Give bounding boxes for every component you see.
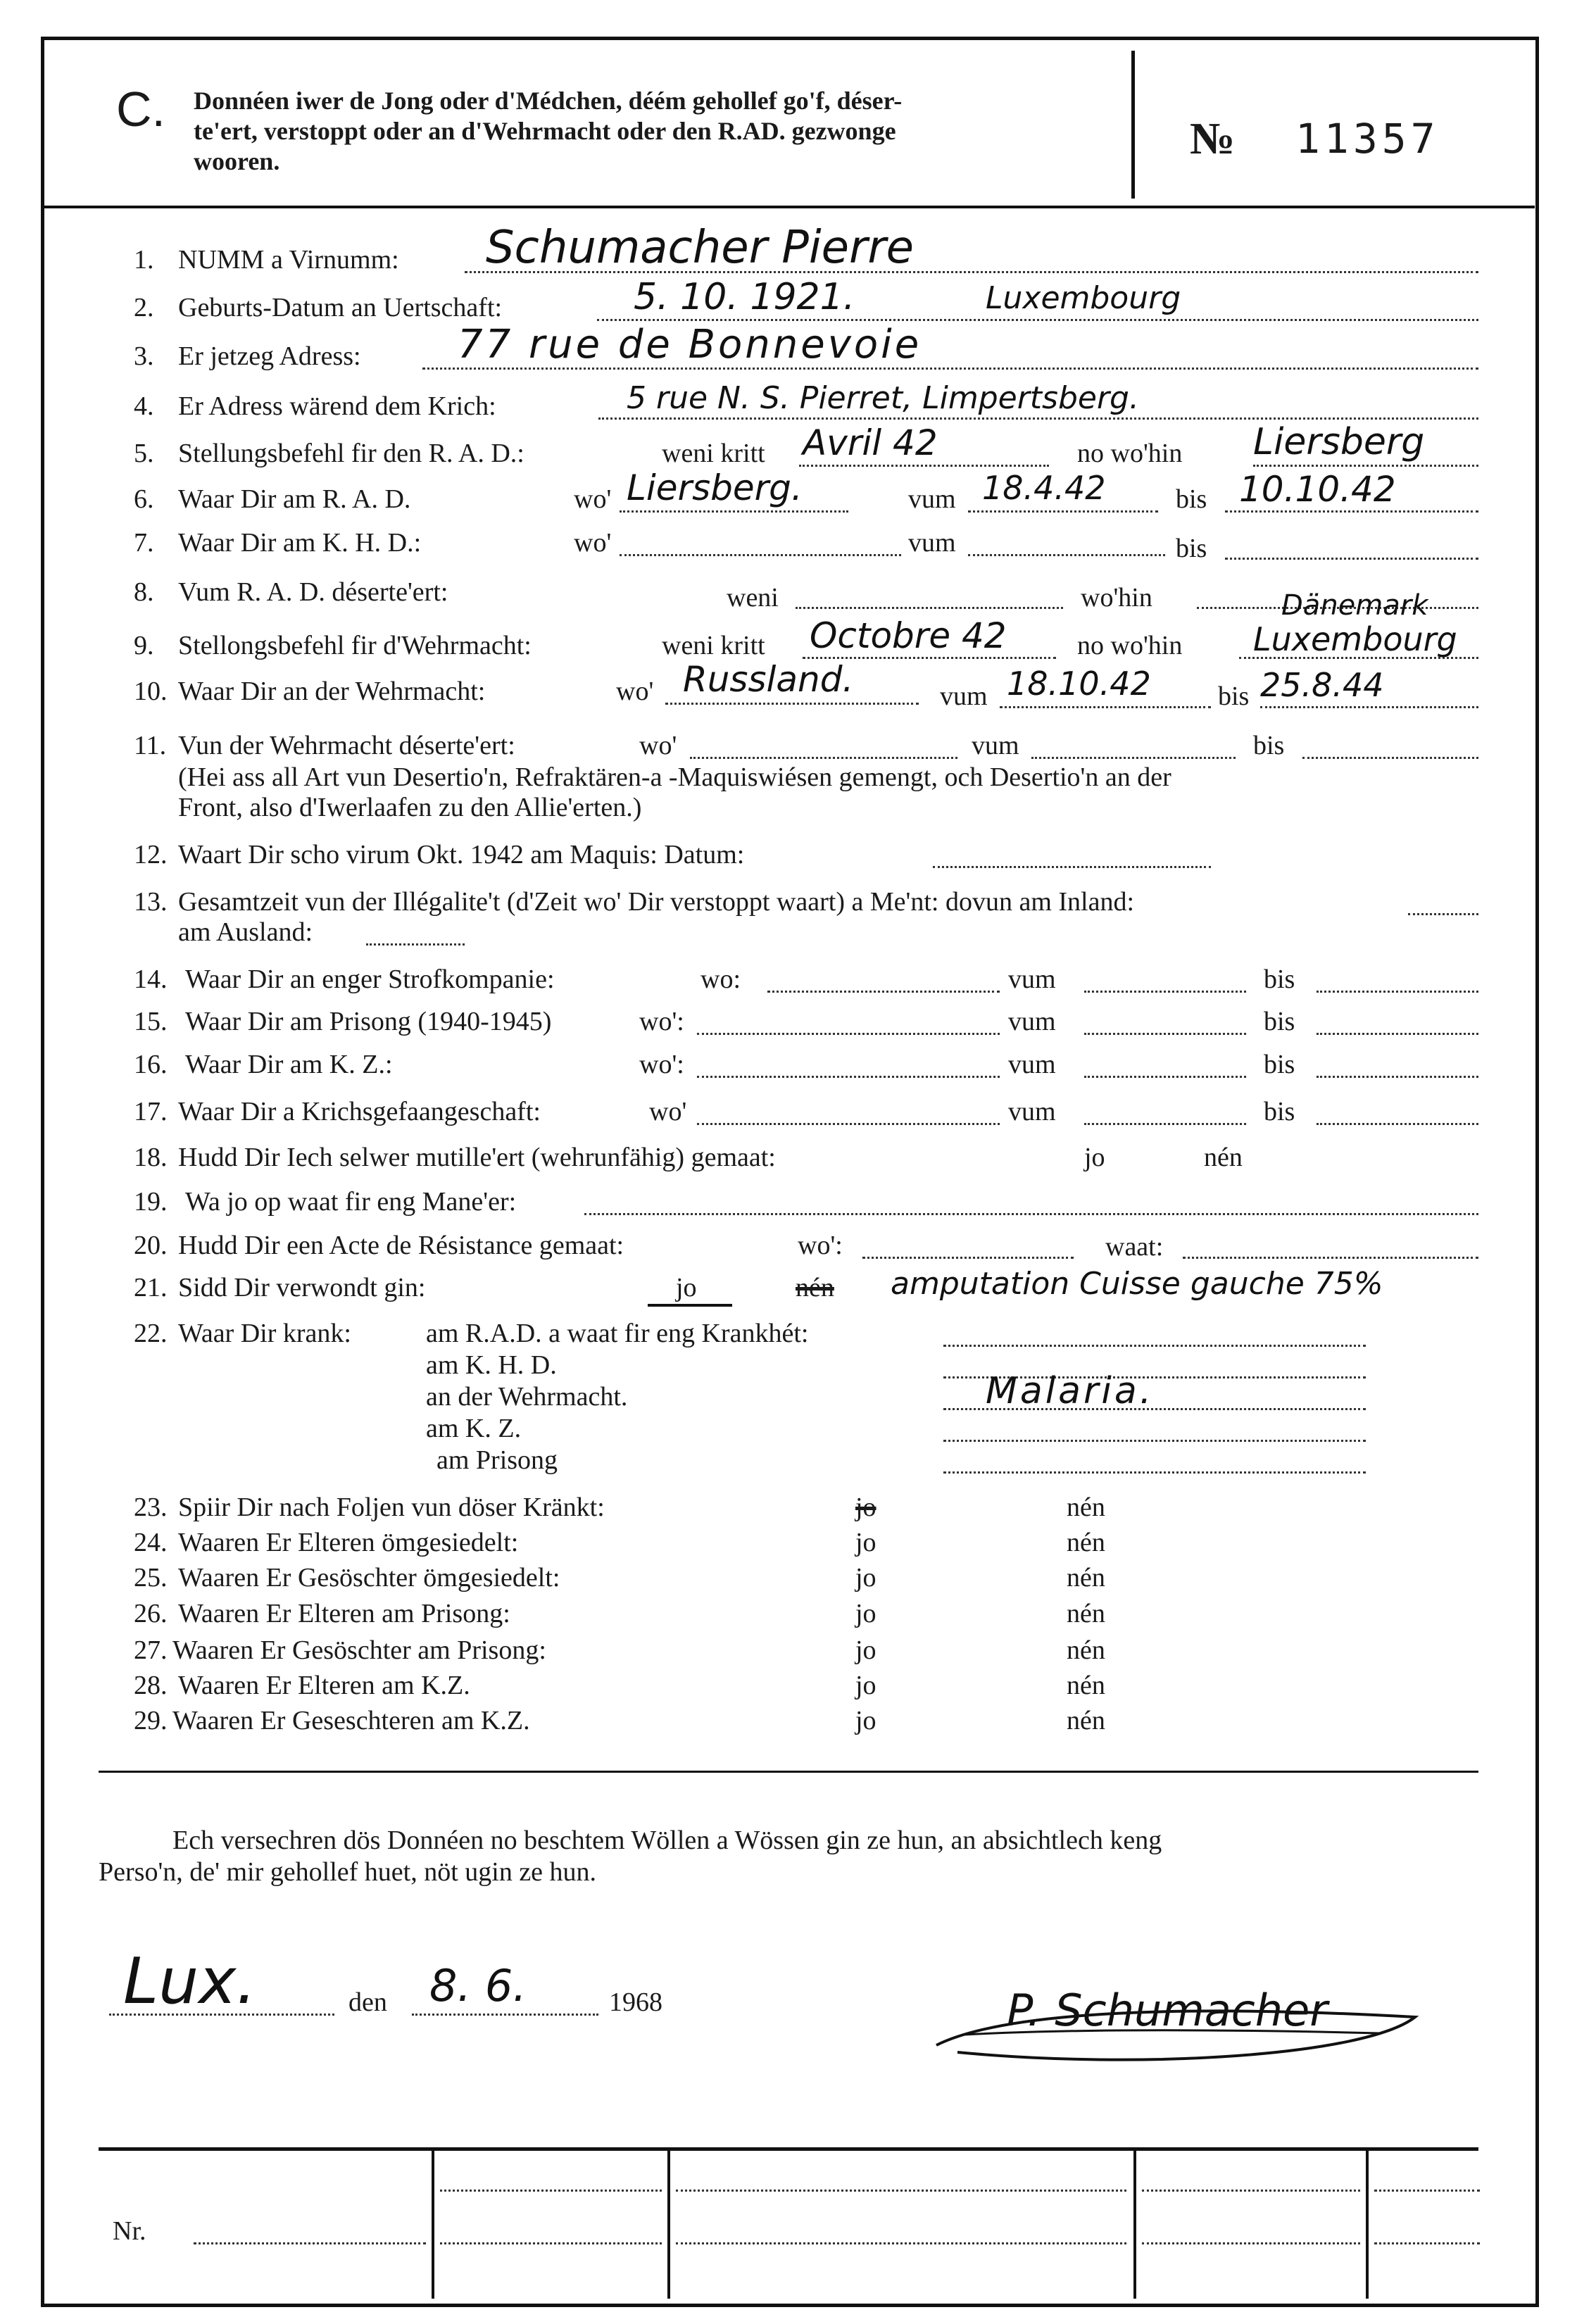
field-2-number: 2. xyxy=(134,293,154,322)
field-15-bis-line xyxy=(1317,1033,1478,1035)
field-1-number: 1. xyxy=(134,245,154,275)
header-title-line1: Donnéen iwer de Jong oder d'Médchen, déém gehollef go'f, déser- xyxy=(194,87,903,115)
field-3-label: Er jetzeg Adress: xyxy=(178,341,361,371)
declaration-line-2: Perso'n, de' mir gehollef huet, nöt ugin ze hun. xyxy=(99,1857,597,1887)
field-7-bis-line xyxy=(1225,558,1478,560)
field-8-wohin: wo'hin xyxy=(1081,583,1152,613)
field-22-number: 22. xyxy=(134,1319,168,1348)
field-8-number: 8. xyxy=(134,577,154,607)
field-21-number: 21. xyxy=(134,1273,168,1302)
field-18-number: 18. xyxy=(134,1143,168,1172)
field-7-vum: vum xyxy=(908,528,956,558)
field-14-number: 14. xyxy=(134,965,168,994)
field-29-nen: nén xyxy=(1067,1706,1105,1735)
field-10-bis-value: 25.8.44 xyxy=(1260,666,1384,704)
field-5-number: 5. xyxy=(134,439,154,468)
field-10-vum: vum xyxy=(940,682,988,711)
header-divider xyxy=(1131,51,1135,199)
field-14-vum: vum xyxy=(1008,965,1056,994)
field-17-label: Waar Dir a Krichsgefaangeschaft: xyxy=(178,1097,541,1126)
field-17-bis-line xyxy=(1317,1123,1478,1125)
field-24-label: Waaren Er Elteren ömgesiedelt: xyxy=(178,1528,519,1557)
field-10-label: Waar Dir an der Wehrmacht: xyxy=(178,677,486,706)
field-7-number: 7. xyxy=(134,528,154,558)
header-title-line2: te'ert, verstoppt oder an d'Wehrmacht oder den R.AD. gezwonge xyxy=(194,117,896,145)
field-15-vum-line xyxy=(1084,1033,1246,1035)
field-26-number: 26. xyxy=(134,1599,168,1628)
field-5-weni: weni kritt xyxy=(662,439,765,468)
field-22-sub-5: am Prisong xyxy=(436,1445,558,1475)
header-title-line3: wooren. xyxy=(194,147,280,175)
field-21-nen: nén xyxy=(796,1273,834,1302)
field-6-vum-value: 18.4.42 xyxy=(982,469,1106,507)
field-16-bis-line xyxy=(1317,1076,1478,1078)
field-22-line-5 xyxy=(943,1471,1366,1474)
field-7-vum-line xyxy=(968,554,1165,556)
field-5-label: Stellungsbefehl fir den R. A. D.: xyxy=(178,439,524,468)
field-26-nen: nén xyxy=(1067,1599,1105,1628)
signature-flourish xyxy=(929,1978,1436,2084)
field-10-bis-line xyxy=(1260,706,1478,708)
field-6-bis-line xyxy=(1225,510,1478,513)
field-11-label: Vun der Wehrmacht déserte'ert: xyxy=(178,731,515,760)
signature-year: 1968 xyxy=(609,1987,662,2017)
signature-date: 8. 6. xyxy=(429,1960,527,2011)
field-22-sub-2: am K. H. D. xyxy=(426,1350,557,1380)
field-11-note-1: (Hei ass all Art vun Desertio'n, Refraktären-a -Maquiswiésen gemengt, och Desertio'n an der xyxy=(178,762,1171,792)
field-7-wo: wo' xyxy=(574,528,612,558)
field-9-label: Stellongsbefehl fir d'Wehrmacht: xyxy=(178,631,532,660)
section-letter: C. xyxy=(116,82,165,137)
field-9-weni: weni kritt xyxy=(662,631,765,660)
field-24-nen: nén xyxy=(1067,1528,1105,1557)
field-18-nen: nén xyxy=(1204,1143,1243,1172)
field-17-vum: vum xyxy=(1008,1097,1056,1126)
field-10-wo-value: Russland. xyxy=(683,659,854,700)
field-10-vum-value: 18.10.42 xyxy=(1007,665,1151,703)
field-20-label: Hudd Dir een Acte de Résistance gemaat: xyxy=(178,1231,624,1260)
footer-cell-line-2 xyxy=(440,2242,662,2244)
field-18-label: Hudd Dir Iech selwer mutille'ert (wehrunfähig) gemaat: xyxy=(178,1143,776,1172)
field-24-jo: jo xyxy=(855,1528,877,1557)
field-8-label: Vum R. A. D. déserte'ert: xyxy=(178,577,448,607)
field-16-bis: bis xyxy=(1264,1050,1295,1079)
field-28-jo: jo xyxy=(855,1671,877,1700)
field-29-jo: jo xyxy=(855,1706,877,1735)
field-4-line xyxy=(598,417,1478,420)
field-7-bis: bis xyxy=(1176,534,1207,563)
field-3-value: 77 rue de Bonnevoie xyxy=(458,322,922,368)
field-11-wo-line xyxy=(690,757,957,759)
field-26-label: Waaren Er Elteren am Prisong: xyxy=(178,1599,510,1628)
field-29-number: 29. xyxy=(134,1706,168,1735)
field-11-vum-line xyxy=(1031,757,1236,759)
field-3-number: 3. xyxy=(134,341,154,371)
field-4-number: 4. xyxy=(134,391,154,421)
field-17-wo: wo' xyxy=(649,1097,687,1126)
field-16-vum: vum xyxy=(1008,1050,1056,1079)
field-13-label-2: am Ausland: xyxy=(178,917,313,947)
field-20-wo-line xyxy=(862,1257,1074,1259)
field-16-wo-line xyxy=(697,1076,1000,1078)
field-13-ausland-line xyxy=(366,943,465,946)
declaration-rule xyxy=(99,1771,1478,1773)
field-19-line xyxy=(584,1213,1478,1215)
field-25-label: Waaren Er Gesöschter ömgesiedelt: xyxy=(178,1563,560,1593)
field-21-value: amputation Cuisse gauche 75% xyxy=(891,1266,1383,1302)
field-11-vum: vum xyxy=(972,731,1019,760)
field-6-wo-value: Liersberg. xyxy=(627,467,803,508)
field-1-label: NUMM a Virnumm: xyxy=(178,245,399,275)
field-12-line xyxy=(933,866,1211,868)
field-5-wohin: no wo'hin xyxy=(1077,439,1183,468)
field-16-wo: wo': xyxy=(639,1050,684,1079)
field-21-jo: jo xyxy=(676,1273,697,1302)
field-8-weni: weni xyxy=(727,583,779,613)
field-1-value: Schumacher Pierre xyxy=(486,222,915,274)
field-22-line-1 xyxy=(943,1345,1366,1347)
field-26-jo: jo xyxy=(855,1599,877,1628)
field-17-wo-line xyxy=(697,1123,1000,1125)
form-number: 11357 xyxy=(1295,115,1440,163)
field-2-label: Geburts-Datum an Uertschaft: xyxy=(178,293,503,322)
field-10-number: 10. xyxy=(134,677,168,706)
field-28-nen: nén xyxy=(1067,1671,1105,1700)
field-2-line xyxy=(597,319,1478,321)
field-12-label: Waart Dir scho virum Okt. 1942 am Maquis: Datum: xyxy=(178,840,745,869)
signature: P. Schumacher xyxy=(1007,1985,1328,2036)
field-13-inland-line xyxy=(1408,913,1478,915)
field-6-bis: bis xyxy=(1176,484,1207,514)
field-15-wo: wo': xyxy=(639,1007,684,1036)
field-5-wohin-line xyxy=(1253,465,1478,467)
field-28-label: Waaren Er Elteren am K.Z. xyxy=(178,1671,470,1700)
footer-cell-line-5 xyxy=(1142,2190,1360,2192)
field-14-bis: bis xyxy=(1264,965,1295,994)
field-12-number: 12. xyxy=(134,840,168,869)
header-rule xyxy=(41,206,1535,208)
field-5-weni-value: Avril 42 xyxy=(803,422,938,463)
footer-cell-line-3 xyxy=(676,2190,1126,2192)
field-14-wo: wo: xyxy=(700,965,741,994)
field-23-label: Spiir Dir nach Foljen vun döser Kränkt: xyxy=(178,1493,605,1522)
field-6-label: Waar Dir am R. A. D. xyxy=(178,484,411,514)
footer-col-2 xyxy=(667,2147,670,2299)
declaration-line-1: Ech versechren dös Donnéen no beschtem Wöllen a Wössen gin ze hun, an absichtlech keng xyxy=(172,1826,1162,1855)
field-10-vum-line xyxy=(1000,706,1211,708)
field-23-number: 23. xyxy=(134,1493,168,1522)
footer-cell-line-8 xyxy=(1374,2242,1480,2244)
field-25-number: 25. xyxy=(134,1563,168,1593)
number-sign: № xyxy=(1190,113,1236,163)
field-4-value: 5 rue N. S. Pierret, Limpertsberg. xyxy=(627,380,1139,416)
field-22-wehrmacht-value: Malaria. xyxy=(986,1370,1155,1412)
field-7-label: Waar Dir am K. H. D.: xyxy=(178,528,422,558)
field-5-wohin-value: Liersberg xyxy=(1253,421,1425,463)
field-14-wo-line xyxy=(767,991,1000,993)
field-6-bis-value: 10.10.42 xyxy=(1239,469,1396,510)
field-11-wo: wo' xyxy=(639,731,677,760)
field-21-label: Sidd Dir verwondt gin: xyxy=(178,1273,426,1302)
field-6-vum-line xyxy=(968,510,1158,513)
field-9-wohin: no wo'hin xyxy=(1077,631,1183,660)
field-25-jo: jo xyxy=(855,1563,877,1593)
field-17-bis: bis xyxy=(1264,1097,1295,1126)
field-15-vum: vum xyxy=(1008,1007,1056,1036)
field-15-number: 15. xyxy=(134,1007,168,1036)
footer-nr-label: Nr. xyxy=(113,2216,146,2246)
field-6-vum: vum xyxy=(908,484,956,514)
field-6-wo: wo' xyxy=(574,484,612,514)
field-14-vum-line xyxy=(1084,991,1246,993)
field-7-wo-line xyxy=(620,554,901,556)
field-11-bis: bis xyxy=(1253,731,1285,760)
field-25-nen: nén xyxy=(1067,1563,1105,1593)
field-22-sub-1: am R.A.D. a waat fir eng Krankhét: xyxy=(426,1319,809,1348)
footer-cell-line-4 xyxy=(676,2242,1126,2244)
field-20-wo: wo': xyxy=(798,1231,843,1260)
field-20-waat: waat: xyxy=(1105,1232,1164,1262)
field-27-jo: jo xyxy=(855,1635,877,1665)
field-10-wo: wo' xyxy=(616,677,654,706)
field-11-number: 11. xyxy=(134,731,167,760)
field-22-line-4 xyxy=(943,1440,1366,1442)
field-20-waat-line xyxy=(1183,1257,1478,1259)
field-19-number: 19. xyxy=(134,1187,168,1217)
field-4-label: Er Adress wärend dem Krich: xyxy=(178,391,496,421)
field-19-label: Wa jo op waat fir eng Mane'er: xyxy=(185,1187,517,1217)
field-22-label: Waar Dir krank: xyxy=(178,1319,351,1348)
field-17-number: 17. xyxy=(134,1097,168,1126)
footer-col-3 xyxy=(1133,2147,1136,2299)
field-14-label: Waar Dir an enger Strofkompanie: xyxy=(185,965,555,994)
field-10-wo-line xyxy=(665,703,919,705)
field-27-number: 27. xyxy=(134,1635,168,1665)
footer-cell-line-7 xyxy=(1374,2190,1480,2192)
signature-den: den xyxy=(348,1987,387,2017)
footer-cell-line-1 xyxy=(440,2190,662,2192)
field-28-number: 28. xyxy=(134,1671,168,1700)
field-24-number: 24. xyxy=(134,1528,168,1557)
field-20-number: 20. xyxy=(134,1231,168,1260)
footer-col-4 xyxy=(1366,2147,1369,2299)
field-9-wohin-value-2: Luxembourg xyxy=(1253,620,1457,658)
field-5-weni-line xyxy=(799,465,1049,467)
field-23-nen: nén xyxy=(1067,1493,1105,1522)
field-8-weni-line xyxy=(796,607,1063,609)
field-22-sub-3: an der Wehrmacht. xyxy=(426,1382,628,1412)
field-27-nen: nén xyxy=(1067,1635,1105,1665)
field-6-number: 6. xyxy=(134,484,154,514)
field-3-line xyxy=(422,368,1478,370)
field-16-number: 16. xyxy=(134,1050,168,1079)
field-15-wo-line xyxy=(697,1033,1000,1035)
field-16-label: Waar Dir am K. Z.: xyxy=(185,1050,393,1079)
field-29-label: Waaren Er Geseschteren am K.Z. xyxy=(172,1706,530,1735)
footer-cell-line-6 xyxy=(1142,2242,1360,2244)
field-14-bis-line xyxy=(1317,991,1478,993)
field-2-place: Luxembourg xyxy=(986,280,1181,316)
footer-nr-line xyxy=(194,2242,426,2244)
signature-date-line xyxy=(412,2014,598,2016)
field-10-bis: bis xyxy=(1218,682,1250,711)
field-17-vum-line xyxy=(1084,1123,1246,1125)
field-11-note-2: Front, also d'Iwerlaafen zu den Allie'erten.) xyxy=(178,793,642,822)
field-13-number: 13. xyxy=(134,887,168,917)
field-6-wo-line xyxy=(620,510,848,513)
field-9-number: 9. xyxy=(134,631,154,660)
field-15-bis: bis xyxy=(1264,1007,1295,1036)
field-27-label: Waaren Er Gesöschter am Prisong: xyxy=(172,1635,546,1665)
field-18-jo: jo xyxy=(1084,1143,1105,1172)
footer-rule-top xyxy=(99,2147,1478,2151)
field-9-weni-value: Octobre 42 xyxy=(810,615,1007,656)
field-2-date: 5. 10. 1921. xyxy=(634,276,855,318)
field-11-bis-line xyxy=(1302,757,1478,759)
field-21-jo-underline xyxy=(648,1304,732,1307)
field-9-wohin-value-1: Dänemark xyxy=(1281,589,1428,622)
field-22-sub-4: am K. Z. xyxy=(426,1414,522,1443)
field-16-vum-line xyxy=(1084,1076,1246,1078)
signature-place: Lux. xyxy=(123,1945,257,2018)
footer-col-1 xyxy=(432,2147,434,2299)
field-13-label: Gesamtzeit vun der Illégalite't (d'Zeit wo' Dir verstoppt waart) a Me'nt: dovun am Inland: xyxy=(178,887,1135,917)
field-23-jo: jo xyxy=(855,1493,877,1522)
field-15-label: Waar Dir am Prisong (1940-1945) xyxy=(185,1007,552,1036)
